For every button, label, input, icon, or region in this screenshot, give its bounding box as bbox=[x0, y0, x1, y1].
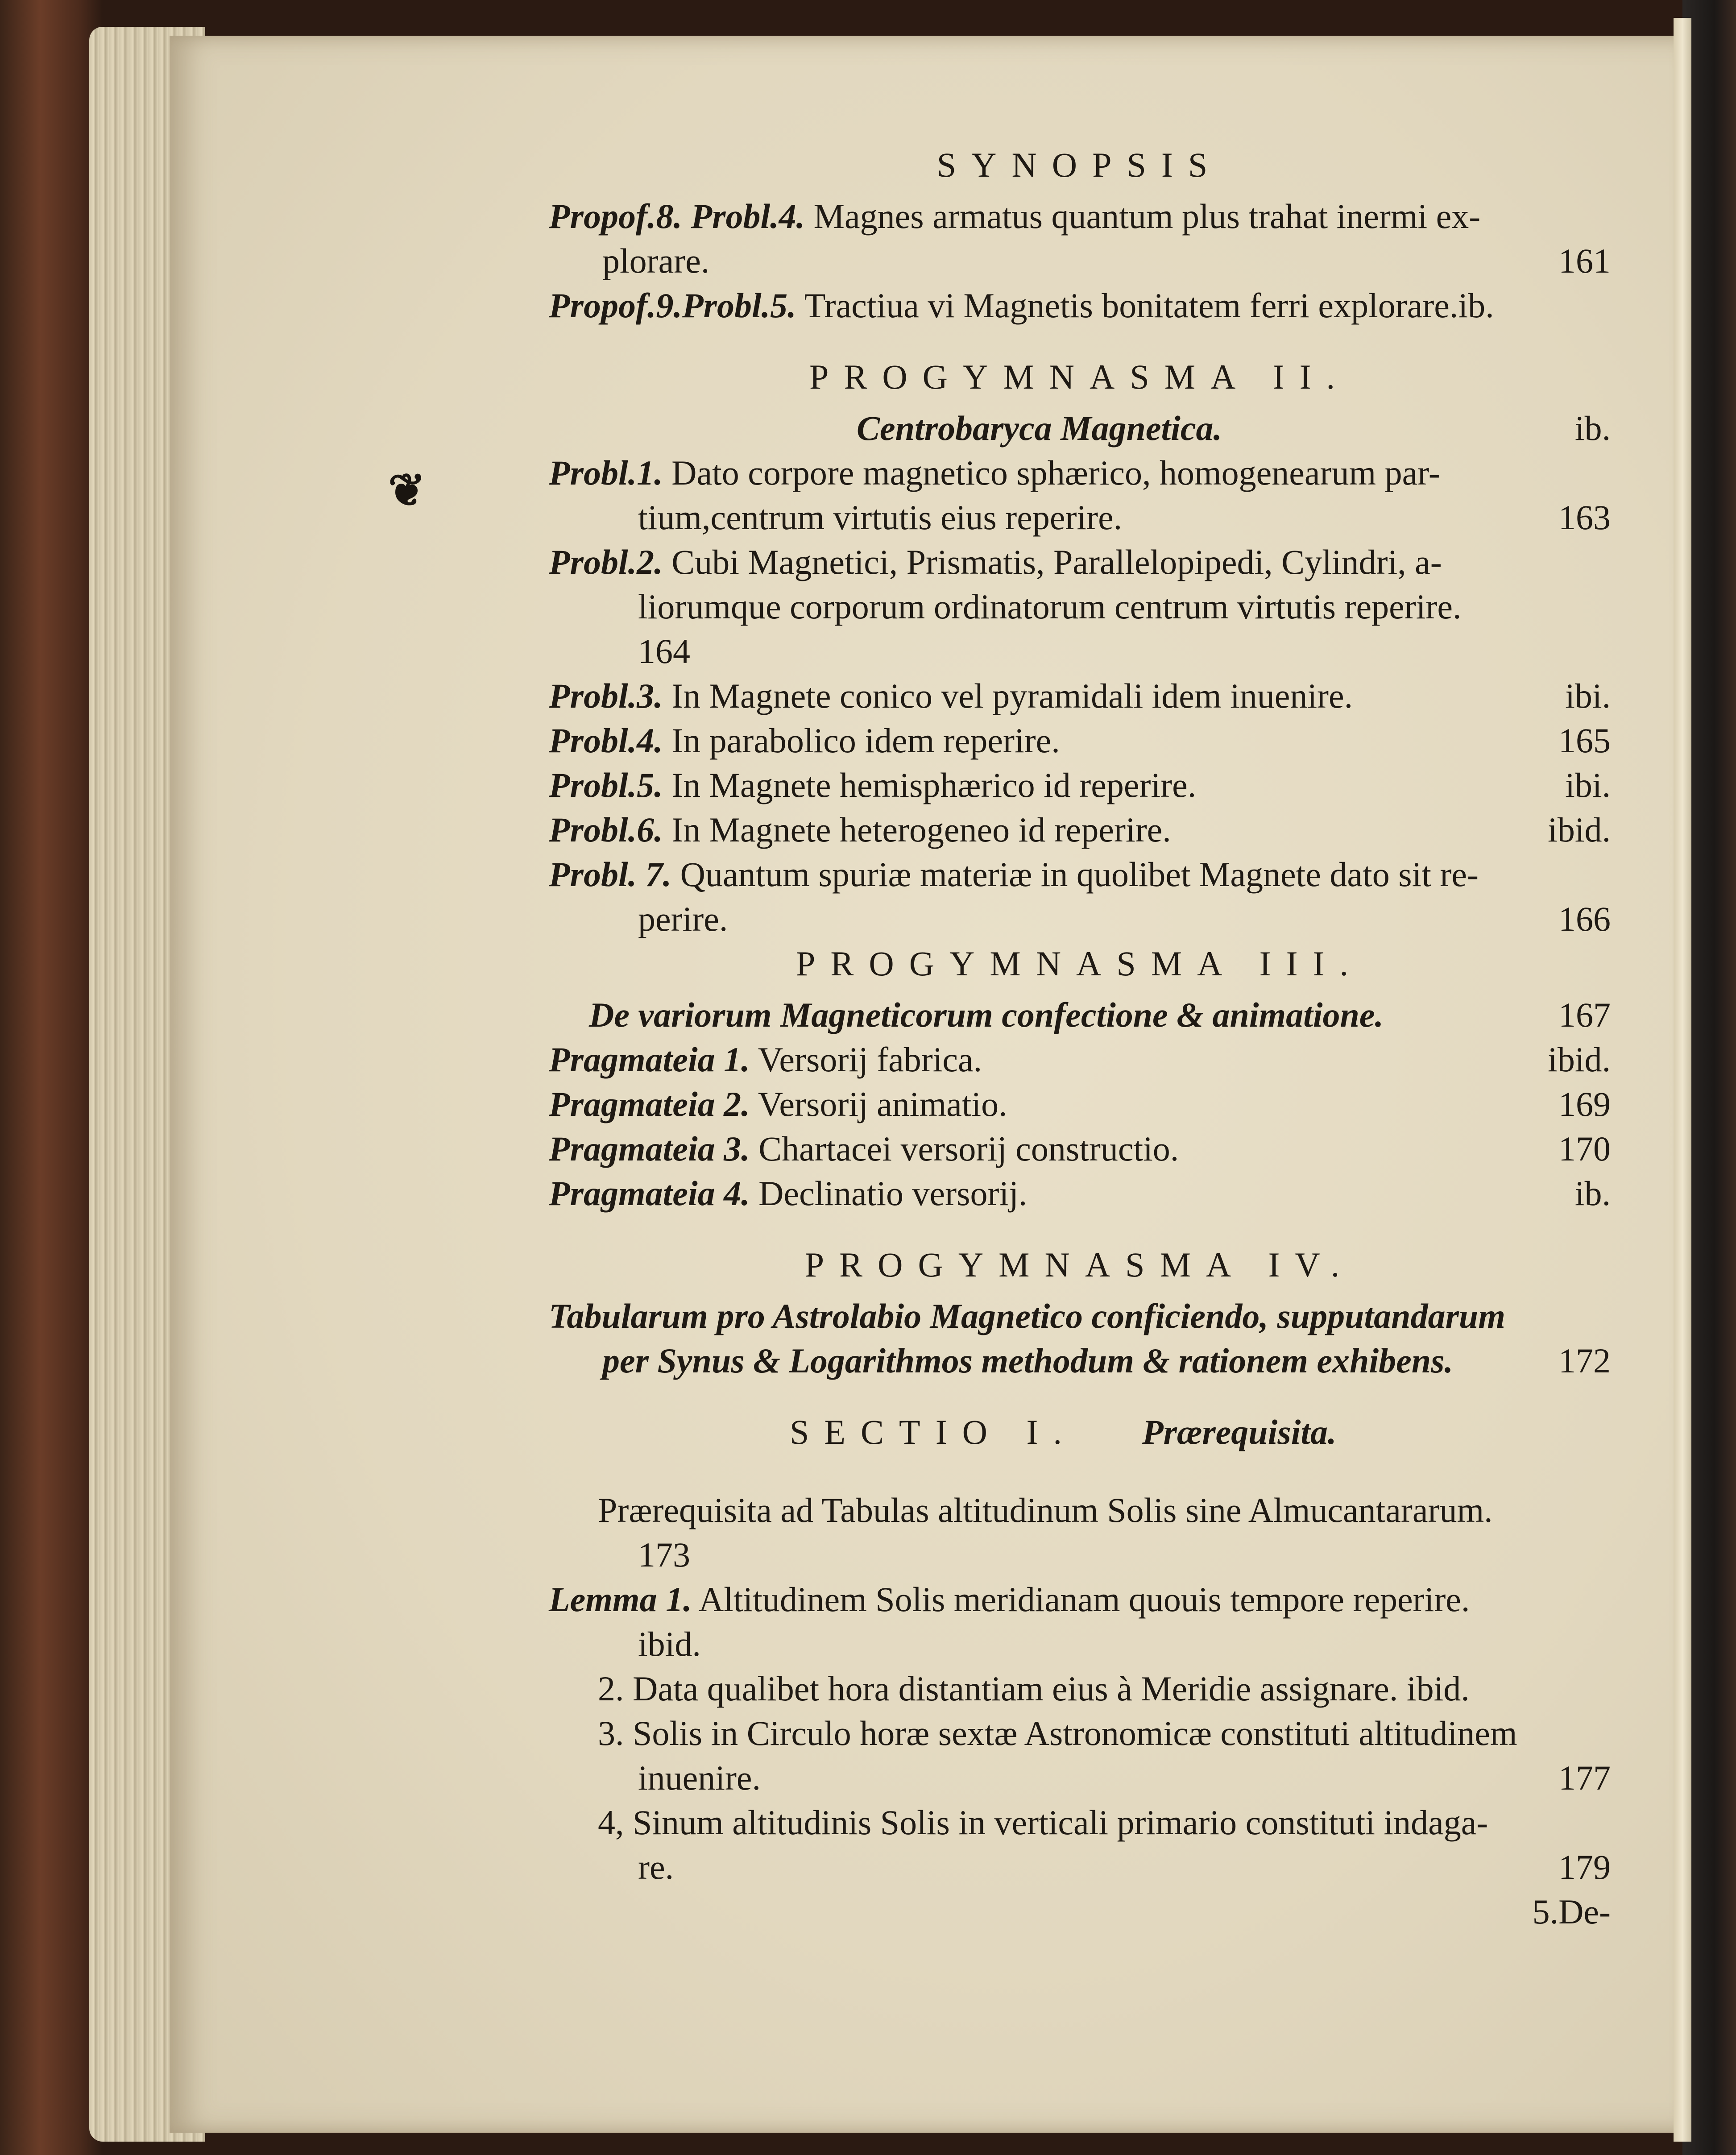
section-description: Tabularum pro Astrolabio Magnetico conficiendo, supputandarum bbox=[549, 1297, 1505, 1335]
sectio-intro: Prærequisita ad Tabulas altitudinum Solis sine Almucantararum. bbox=[598, 1491, 1493, 1529]
list-item-cont: perire. 166 bbox=[638, 899, 1611, 938]
section-description-cont: per Synus & Logarithmos methodum & rationem exhibens. 172 bbox=[602, 1341, 1611, 1380]
list-item-cont: tium,centrum virtutis eius reperire. 163 bbox=[638, 498, 1611, 537]
list-item-cont: liorumque corporum ordinatorum centrum virtutis reperire. bbox=[638, 587, 1462, 626]
list-item: 3. Solis in Circulo horæ sextæ Astronomicæ constituti altitudinem bbox=[598, 1714, 1517, 1753]
section-heading: PROGYMNASMA II. bbox=[809, 357, 1351, 396]
list-item: Probl.4. In parabolico idem reperire. 165 bbox=[549, 721, 1611, 760]
list-item: Probl.6. In Magnete heterogeneo id reperire. ibid. bbox=[549, 810, 1611, 849]
section-heading: PROGYMNASMA IV. bbox=[804, 1245, 1355, 1284]
section-subheading: De variorum Magneticorum confectione & animatione. 167 bbox=[589, 995, 1611, 1034]
list-item: Pragmateia 3. Chartacei versorij constructio. 170 bbox=[549, 1129, 1611, 1168]
list-item-cont: plorare. 161 bbox=[602, 241, 1611, 280]
list-item: Pragmateia 2. Versorij animatio. 169 bbox=[549, 1085, 1611, 1123]
section-heading: PROGYMNASMA III. bbox=[795, 944, 1364, 983]
list-item-cont: re. 179 bbox=[638, 1848, 1611, 1886]
list-item: 4, Sinum altitudinis Solis in verticali primario constituti indaga- bbox=[598, 1803, 1488, 1842]
list-item: Probl. 7. Quantum spuriæ materiæ in quolibet Magnete dato sit re- bbox=[549, 855, 1479, 894]
catchword-row bbox=[549, 1890, 1611, 1934]
sectio-heading: SECTIO I. Prærequisita. bbox=[790, 1413, 1337, 1451]
page-content bbox=[549, 143, 1611, 1934]
section-subheading: Centrobaryca Magnetica. ib. bbox=[857, 409, 1611, 448]
lemma-page: ibid. bbox=[638, 1625, 701, 1663]
list-item: Probl.1. Dato corpore magnetico sphærico, homogenearum par- bbox=[549, 453, 1440, 492]
catchword: 5.De- bbox=[1532, 1892, 1611, 1931]
lemma: Lemma 1. Altitudinem Solis meridianam quouis tempore reperire. bbox=[549, 1580, 1470, 1619]
list-item-cont: 164 bbox=[638, 632, 690, 671]
list-item: Propof.8. Probl.4. Magnes armatus quantum plus trahat inermi ex- bbox=[549, 197, 1481, 236]
page-right-edge bbox=[1674, 18, 1691, 2142]
list-item: Pragmateia 4. Declinatio versorij. ib. bbox=[549, 1174, 1611, 1213]
list-item-cont: inuenire. 177 bbox=[638, 1758, 1611, 1797]
list-item: Probl.3. In Magnete conico vel pyramidali idem inuenire. ibi. bbox=[549, 676, 1611, 715]
ink-blot-icon: ❦ bbox=[388, 466, 426, 515]
list-item: Pragmateia 1. Versorij fabrica. ibid. bbox=[549, 1040, 1611, 1079]
page-title: SYNOPSIS bbox=[936, 145, 1223, 184]
list-item: Propof.9.Probl.5. Tractiua vi Magnetis bonitatem ferri explorare.ib. bbox=[549, 286, 1494, 325]
sectio-intro-page: 173 bbox=[638, 1535, 690, 1574]
list-item: Probl.2. Cubi Magnetici, Prismatis, Parallelopipedi, Cylindri, a- bbox=[549, 543, 1442, 581]
list-item: 2. Data qualibet hora distantiam eius à Meridie assignare. ibid. bbox=[598, 1669, 1470, 1708]
list-item: Probl.5. In Magnete hemisphærico id reperire. ibi. bbox=[549, 766, 1611, 804]
